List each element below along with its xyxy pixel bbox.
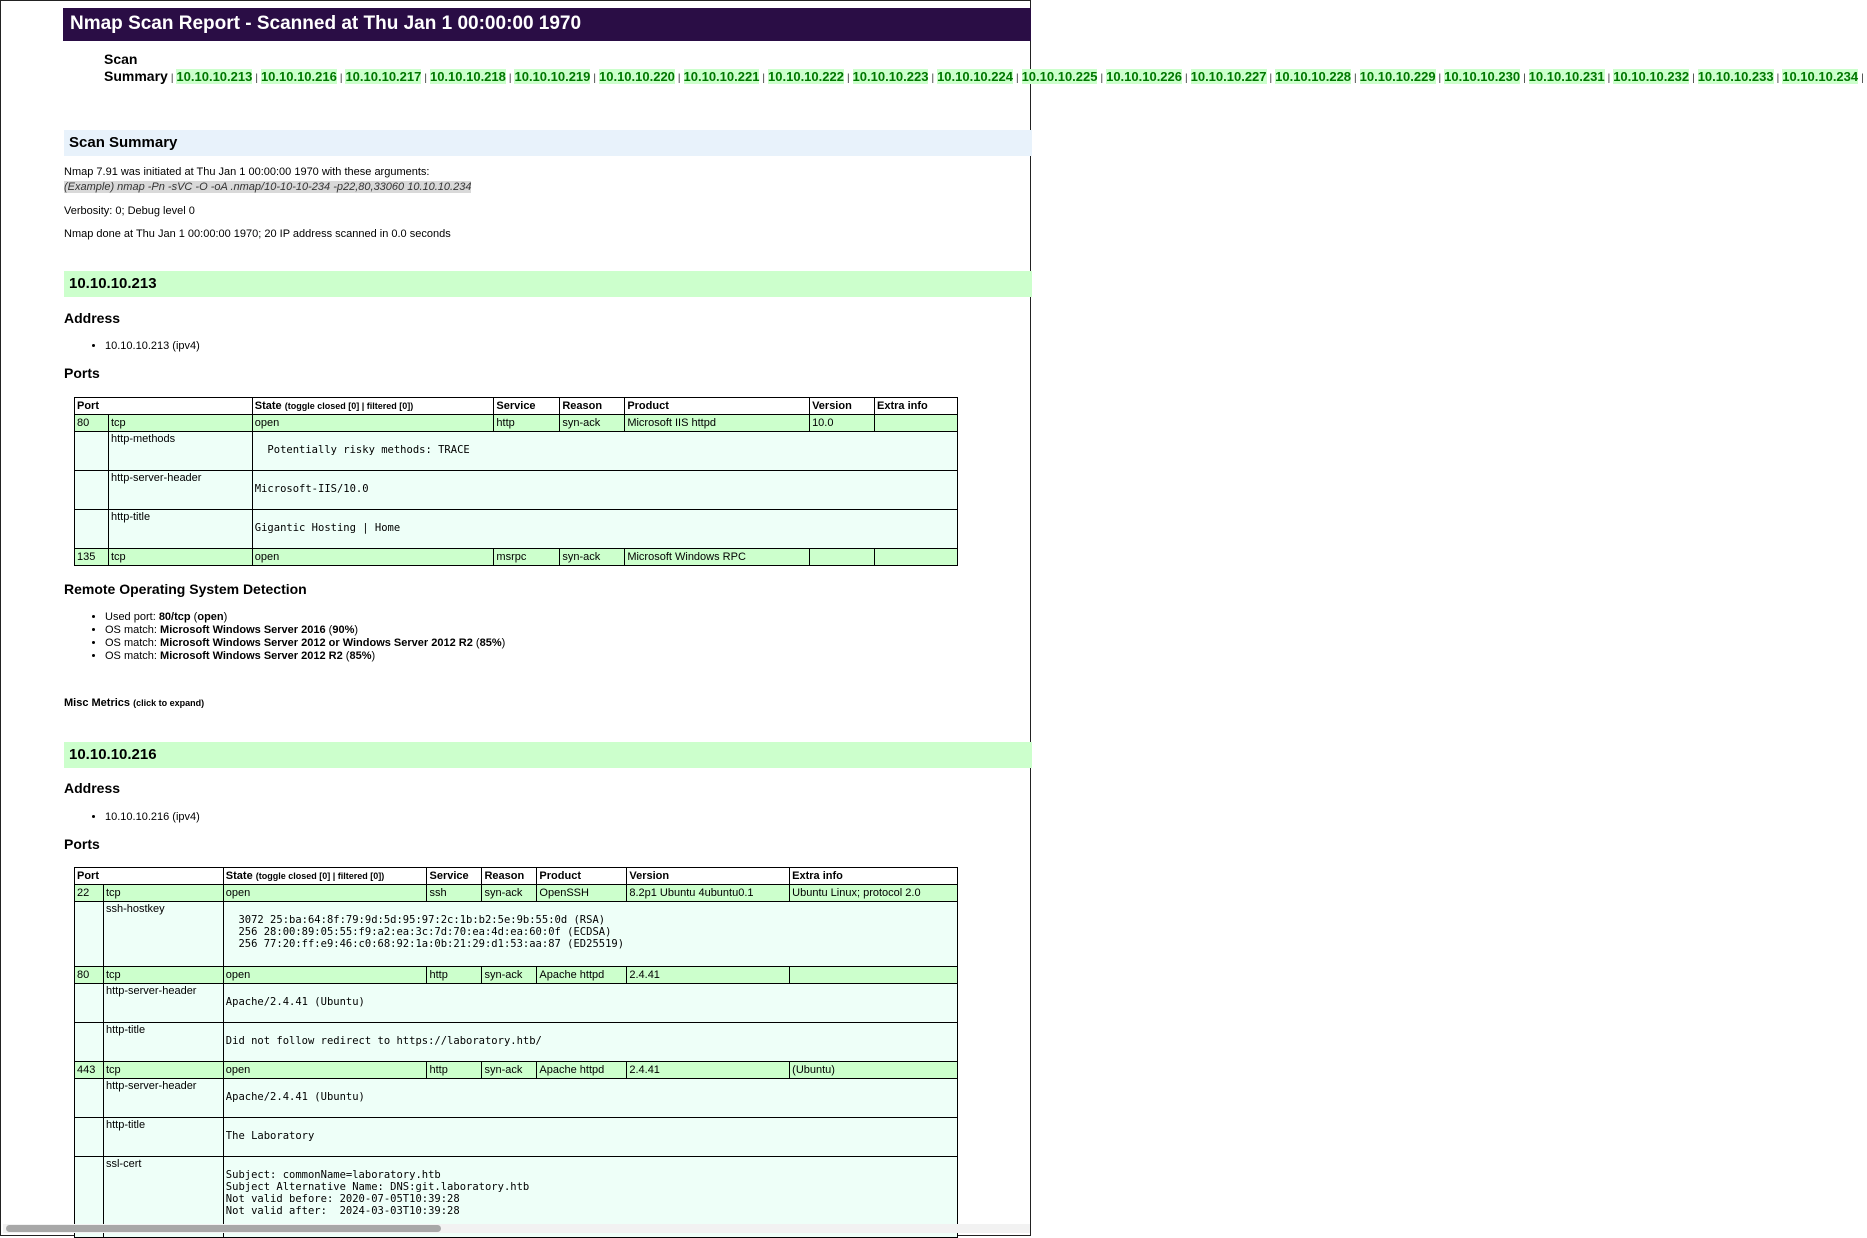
script-output-text: Potentially risky methods: TRACE [267,444,470,456]
script-name: ssl-cert [103,1157,223,1238]
address-item: • 10.10.10.213 (ipv4) [105,340,200,353]
script-row [75,1118,958,1157]
port-row [75,885,958,902]
port-product: Apache httpd [537,1062,627,1079]
port-reason: syn-ack [482,967,537,984]
script-output-text: Gigantic Hosting | Home [254,522,401,534]
empty-cell [75,1023,104,1062]
nav-separator: | [593,73,596,84]
port-service: ssh [427,885,482,902]
host-link[interactable]: 10.10.10.219 [514,69,591,84]
summary-nav-label: Scan Summary [104,51,168,84]
nav-separator: | [762,73,766,84]
port-state: open [223,1062,427,1079]
summary-nav [104,51,1864,87]
port-state: open [252,549,494,566]
col-extra: Extra info [790,868,958,885]
script-name: http-title [103,1118,223,1157]
script-output-text: Did not follow redirect to https://laboratory.htb/ [225,1035,542,1047]
script-output [223,1118,957,1157]
nav-separator: | [1861,73,1864,84]
col-extra: Extra info [875,398,958,415]
ports-table-2 [74,867,958,1238]
host-link[interactable]: 10.10.10.220 [599,69,675,84]
port-row [75,967,958,984]
host-link[interactable]: 10.10.10.230 [1444,69,1521,84]
script-name: http-methods [108,432,252,471]
port-protocol: tcp [103,967,223,984]
nav-separator: | [1015,73,1019,84]
port-service: http [427,1062,482,1079]
port-service: msrpc [494,549,560,566]
port-protocol: tcp [108,549,252,566]
nav-separator: | [677,73,681,84]
host-link[interactable]: 10.10.10.225 [1021,69,1098,84]
port-version: 8.2p1 Ubuntu 4ubuntu0.1 [627,885,790,902]
empty-cell [75,471,109,510]
port-extra: (Ubuntu) [790,1062,958,1079]
port-protocol: tcp [108,415,252,432]
port-extra [875,549,958,566]
script-output [223,984,957,1023]
port-extra [790,967,958,984]
ports-heading-1: Ports [64,365,100,381]
port-service: http [427,967,482,984]
script-output [252,471,957,510]
port-version: 10.0 [810,415,875,432]
host-link[interactable]: 10.10.10.229 [1359,69,1436,84]
port-row [75,415,958,432]
port-state: open [252,415,494,432]
misc-metrics-toggle[interactable]: Misc Metrics (click to expand) [64,697,205,709]
port-number: 80 [75,967,104,984]
scan-initiated-text: Nmap 7.91 was initiated at Thu Jan 1 00:00:00 1970 with these arguments: (Example) nmap -Pn -sVC -O -oA .nmap/10-10-10-234 -p22,80,33060 10.10.10.234 [64,166,472,193]
nav-separator: | [1269,73,1273,84]
script-output [223,1023,957,1062]
port-number: 135 [75,549,109,566]
port-extra: Ubuntu Linux; protocol 2.0 [790,885,958,902]
host-link[interactable]: 10.10.10.228 [1275,69,1352,84]
nav-separator: | [1354,73,1357,84]
nav-separator: | [339,73,343,84]
host-link[interactable]: 10.10.10.231 [1528,69,1605,84]
nav-separator: | [170,73,174,84]
os-detection-list [93,611,505,663]
col-port: Port [75,398,253,415]
port-reason: syn-ack [560,549,625,566]
ports-header-row [75,868,958,885]
nav-separator: | [1185,73,1188,84]
port-extra [875,415,958,432]
toggle-closed-filtered[interactable]: (toggle closed [0] | filtered [0]) [284,401,414,411]
script-name: ssh-hostkey [103,902,223,967]
empty-cell [75,1118,104,1157]
host-link[interactable]: 10.10.10.218 [429,69,506,84]
scan-summary-heading: Scan Summary [64,130,1032,156]
host-heading-1: 10.10.10.213 [64,271,1032,297]
script-row [75,902,958,967]
port-protocol: tcp [103,1062,223,1079]
script-output [252,432,957,471]
script-output-text: Apache/2.4.41 (Ubuntu) [225,996,365,1008]
script-row [75,471,958,510]
host-link[interactable]: 10.10.10.217 [345,69,422,84]
script-row [75,1079,958,1118]
host-heading-2: 10.10.10.216 [64,742,1032,768]
empty-cell [75,432,109,471]
scrollbar-thumb[interactable] [6,1225,441,1232]
script-row [75,432,958,471]
nav-separator: | [424,73,427,84]
os-used-port: • Used port: 80/tcp (open) [105,611,505,624]
script-output [223,902,957,967]
host-link[interactable]: 10.10.10.213 [176,69,253,84]
port-version: 2.4.41 [627,1062,790,1079]
script-output-text: 3072 25:ba:64:8f:79:9d:5d:95:97:2c:1b:b2:5e:9b:55:0d (RSA) 256 28:00:89:05:55:f9:a2:ea:3c:7d:70:ea:4d:ea:60:0f (ECDSA) 256 77:20:ff:e9:46:c0:68:92:1a:0b:21:29:d1:53:aa:87 (ED25519) [238,914,625,950]
script-name: http-server-header [108,471,252,510]
col-state: State (toggle closed [0] | filtered [0]) [223,868,427,885]
host-link[interactable]: 10.10.10.234 [1782,69,1859,84]
col-reason: Reason [560,398,625,415]
ports-table-1 [74,397,958,566]
nav-separator: | [508,73,512,84]
os-match: • OS match: Microsoft Windows Server 2016 (90%) [105,624,505,637]
page-title: Nmap Scan Report - Scanned at Thu Jan 1 00:00:00 1970 [63,8,1031,41]
nav-separator: | [931,73,935,84]
scan-command: (Example) nmap -Pn -sVC -O -oA .nmap/10-10-10-234 -p22,80,33060 10.10.10.234 [64,181,472,193]
script-name: http-title [108,510,252,549]
col-service: Service [427,868,482,885]
nav-separator: | [1523,73,1526,84]
empty-cell [75,1079,104,1118]
address-heading-2: Address [64,780,121,796]
ports-heading-2: Ports [64,836,100,852]
script-row [75,984,958,1023]
port-version [810,549,875,566]
os-detection-heading: Remote Operating System Detection [64,581,307,597]
col-product: Product [537,868,627,885]
ports-header-row [75,398,958,415]
script-output-text: Apache/2.4.41 (Ubuntu) [225,1091,365,1103]
port-number: 22 [75,885,104,902]
host-link[interactable]: 10.10.10.227 [1190,69,1267,84]
report-page [1,1,1864,1221]
address-list-1 [93,340,200,353]
scan-done-text: Nmap done at Thu Jan 1 00:00:00 1970; 20 IP address scanned in 0.0 seconds [64,228,451,240]
address-item: • 10.10.10.216 (ipv4) [105,811,200,824]
address-list-2 [93,811,200,824]
col-port: Port [75,868,224,885]
script-name: http-server-header [103,984,223,1023]
nav-separator: | [1692,73,1695,84]
port-protocol: tcp [103,885,223,902]
port-state: open [223,967,427,984]
port-product: Microsoft IIS httpd [625,415,810,432]
script-output-text: Microsoft-IIS/10.0 [254,483,369,495]
script-row [75,510,958,549]
col-reason: Reason [482,868,537,885]
host-link[interactable]: 10.10.10.233 [1697,69,1774,84]
script-output-text: Subject: commonName=laboratory.htb Subject Alternative Name: DNS:git.laboratory.htb Not valid before: 2020-07-05T10:39:28 Not valid after: 2024-03-03T10:39:28 [225,1169,530,1217]
empty-cell [75,510,109,549]
port-product: OpenSSH [537,885,627,902]
col-state: State (toggle closed [0] | filtered [0]) [252,398,494,415]
col-product: Product [625,398,810,415]
host-link[interactable]: 10.10.10.216 [260,69,337,84]
host-link[interactable]: 10.10.10.226 [1106,69,1182,84]
port-state: open [223,885,427,902]
os-match: • OS match: Microsoft Windows Server 2012 or Windows Server 2012 R2 (85%) [105,637,505,650]
empty-cell [75,984,104,1023]
empty-cell [75,902,104,967]
port-reason: syn-ack [482,1062,537,1079]
script-row [75,1023,958,1062]
col-version: Version [810,398,875,415]
col-service: Service [494,398,560,415]
port-version: 2.4.41 [627,967,790,984]
os-match: • OS match: Microsoft Windows Server 2012 R2 (85%) [105,650,505,663]
host-link[interactable]: 10.10.10.221 [683,69,760,84]
host-link[interactable]: 10.10.10.232 [1613,69,1690,84]
nav-separator: | [1607,73,1611,84]
script-output-text: The Laboratory [225,1130,315,1142]
script-output [223,1079,957,1118]
port-number: 443 [75,1062,104,1079]
nav-separator: | [1100,73,1104,84]
port-row [75,1062,958,1079]
script-name: http-title [103,1023,223,1062]
script-output [252,510,957,549]
host-link[interactable]: 10.10.10.222 [768,69,844,84]
script-name: http-server-header [103,1079,223,1118]
port-reason: syn-ack [560,415,625,432]
host-link[interactable]: 10.10.10.224 [937,69,1013,84]
verbosity-text: Verbosity: 0; Debug level 0 [64,205,195,217]
host-link[interactable]: 10.10.10.223 [852,69,929,84]
port-row [75,549,958,566]
port-service: http [494,415,560,432]
address-heading-1: Address [64,310,121,326]
port-reason: syn-ack [482,885,537,902]
port-product: Microsoft Windows RPC [625,549,810,566]
nav-separator: | [1438,73,1442,84]
horizontal-scrollbar[interactable] [3,1224,1030,1233]
nav-separator: | [1776,73,1780,84]
col-version: Version [627,868,790,885]
toggle-closed-filtered[interactable]: (toggle closed [0] | filtered [0]) [255,871,385,881]
nav-separator: | [255,73,258,84]
port-product: Apache httpd [537,967,627,984]
port-number: 80 [75,415,109,432]
nav-separator: | [846,73,850,84]
